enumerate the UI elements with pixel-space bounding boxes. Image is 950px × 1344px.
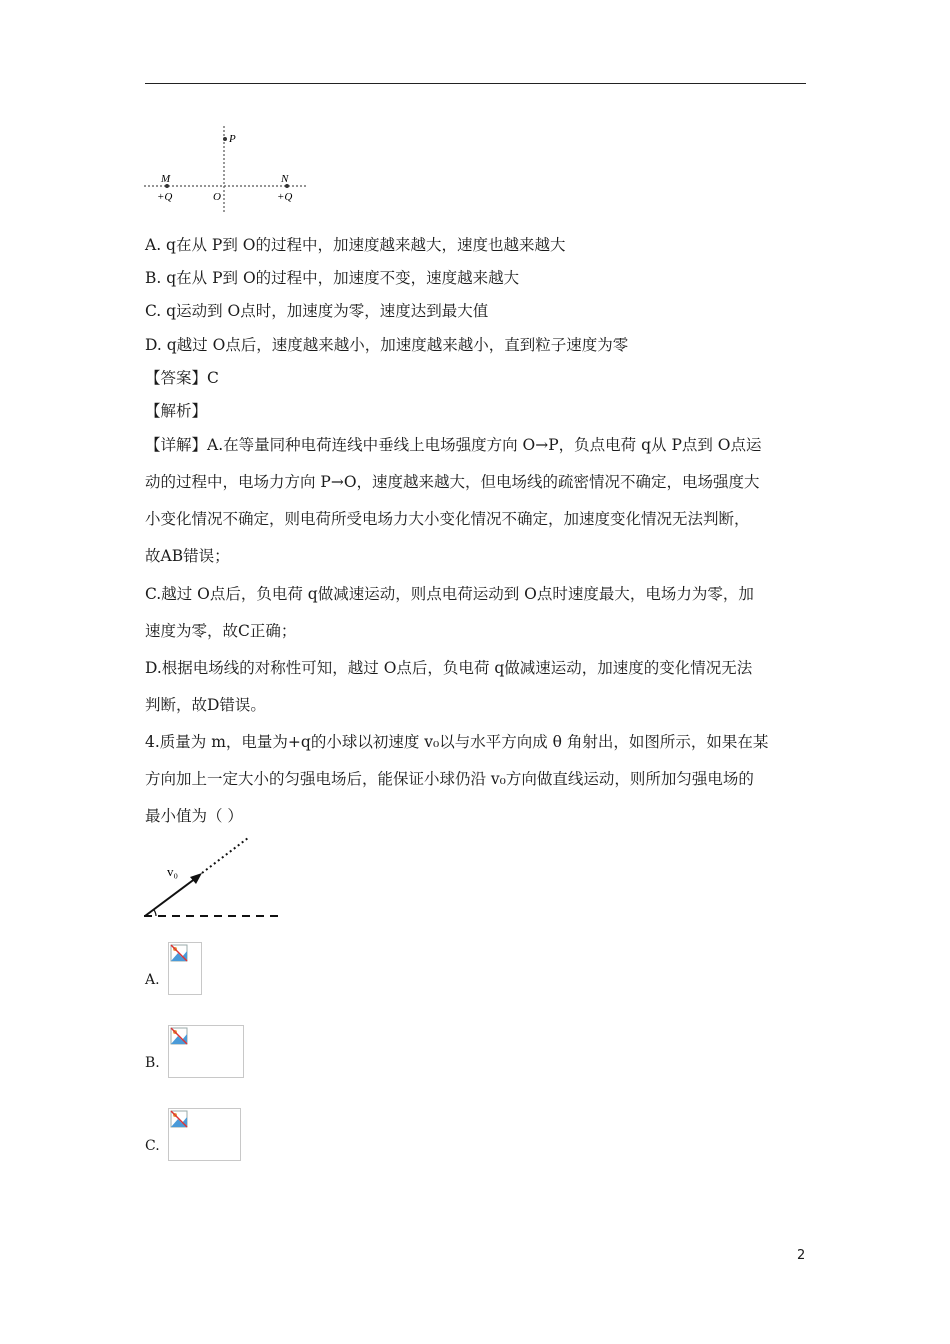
q4-option-a-label: A. bbox=[145, 972, 160, 988]
analysis-line: 速度为零，故C正确； bbox=[145, 622, 297, 640]
velocity-vector bbox=[145, 878, 196, 916]
analysis-line: C.越过 O点后，负电荷 q做减速运动，则点电荷运动到 O点时速度最大，电场力为零，加 bbox=[145, 585, 754, 603]
label-o: O bbox=[213, 191, 221, 203]
analysis-line: 动的过程中，电场力方向 P→O，速度越来越大，但电场线的疏密情况不确定，电场强度大 bbox=[145, 473, 760, 491]
label-n: N bbox=[281, 173, 289, 185]
q4-option-b-label: B. bbox=[145, 1055, 160, 1071]
label-v0: v₀ bbox=[167, 864, 179, 879]
broken-image-icon bbox=[170, 1110, 188, 1128]
analysis-line: 小变化情况不确定，则电荷所受电场力大小变化情况不确定，加速度变化情况无法判断， bbox=[145, 510, 750, 528]
analysis-line: 故AB错误； bbox=[145, 547, 230, 565]
broken-image-icon bbox=[170, 944, 188, 962]
q4-option-c-label: C. bbox=[145, 1138, 160, 1154]
charge-diagram bbox=[140, 122, 310, 222]
q4-option-a-image bbox=[168, 942, 202, 995]
label-charge-m: +Q bbox=[157, 191, 173, 203]
q4-option-c-image bbox=[168, 1108, 241, 1161]
page-number: 2 bbox=[797, 1248, 806, 1263]
analysis-line: 判断，故D错误。 bbox=[145, 696, 266, 714]
q3-answer: 【答案】C bbox=[145, 369, 219, 387]
q3-option-a: A. q在从 P到 O的过程中，加速度越来越大，速度也越来越大 bbox=[145, 236, 566, 254]
q3-option-b: B. q在从 P到 O的过程中，加速度不变，速度越来越大 bbox=[145, 269, 520, 287]
q4-stem-line: 4.质量为 m，电量为+q的小球以初速度 v₀以与水平方向成 θ 角射出，如图所示，如果在某 bbox=[145, 733, 769, 751]
q3-analysis-header: 【解析】 bbox=[145, 402, 208, 420]
label-charge-n: +Q bbox=[277, 191, 293, 203]
angle-arc bbox=[154, 910, 156, 916]
header-rule bbox=[145, 83, 806, 84]
label-p: P bbox=[229, 133, 236, 145]
broken-image-icon bbox=[170, 1027, 188, 1045]
q4-stem-line: 最小值为（ ） bbox=[145, 807, 243, 825]
velocity-diagram bbox=[140, 832, 282, 924]
label-m: M bbox=[161, 173, 171, 185]
q3-option-d: D. q越过 O点后，速度越来越小，加速度越来越小，直到粒子速度为零 bbox=[145, 336, 629, 354]
analysis-line: 【详解】A.在等量同种电荷连线中垂线上电场强度方向 O→P，负点电荷 q从 P点到 O点运 bbox=[145, 436, 762, 454]
dotted-extension bbox=[202, 838, 248, 873]
q4-option-b-image bbox=[168, 1025, 244, 1078]
analysis-line: D.根据电场线的对称性可知，越过 O点后，负电荷 q做减速运动，加速度的变化情况无法 bbox=[145, 659, 753, 677]
q4-stem-line: 方向加上一定大小的匀强电场后，能保证小球仍沿 v₀方向做直线运动，则所加匀强电场的 bbox=[145, 770, 754, 788]
q3-option-c: C. q运动到 O点时，加速度为零，速度达到最大值 bbox=[145, 302, 489, 320]
point-p-dot bbox=[223, 137, 227, 141]
